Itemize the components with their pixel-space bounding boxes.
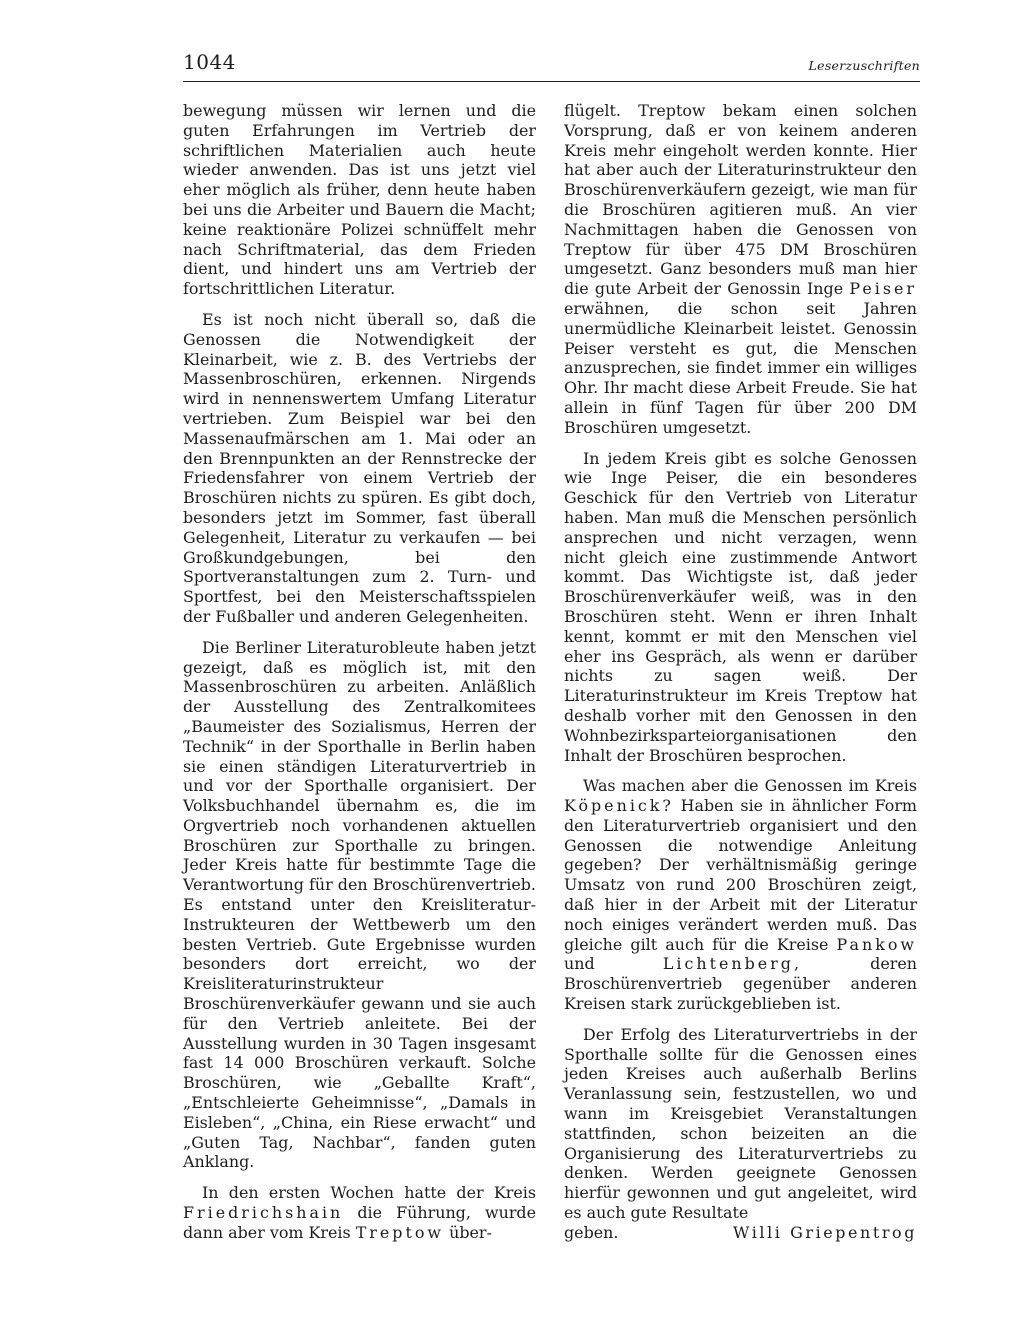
paragraph: bewegung müssen wir lernen und die guten Erfahrungen im Vertrieb der schriftlichen Materialien auch heute wieder anwenden. Das ist uns jetzt viel eher möglich als früher, denn heute haben bei uns die Arbeiter und Bauern die Macht; keine reaktionäre Polizei schnüffelt mehr nach Schriftmaterial, das dem Frieden dient, und hindert uns am Vertrieb der fortschrittlichen Literatur.	[183, 101, 536, 299]
district-name: Pankow	[836, 934, 917, 954]
text-run: deren Broschürenvertrieb gegenüber anderen Kreisen stark zurückgeblieben ist.	[564, 954, 917, 1014]
text-run: über-	[449, 1222, 492, 1242]
text-run: Was machen aber die Genossen im Kreis	[583, 776, 917, 796]
person-name: Peiser	[849, 279, 917, 299]
district-name: Köpenick?	[564, 796, 674, 816]
paragraph	[564, 776, 917, 1014]
paragraph: Es ist noch nicht überall so, daß die Genossen die Notwendigkeit der Kleinarbeit, wie z. B. des Vertriebs der Massenbroschüren, erkennen. Nirgends wird in nennenswertem Umfang Literatur vertrieben. Zum Beispiel war bei den Massenaufmärschen am 1. Mai oder an den Brennpunkten an der Rennstrecke der Friedensfahrer von einem Vertrieb der Broschüren nichts zu spüren. Es gibt doch, besonders jetzt im Sommer, fast überall Gelegenheit, Literatur zu verkaufen — bei Großkundgebungen, bei den Sportveranstaltungen zum 2. Turn- und Sportfest, bei den Meisterschaftsspielen der Fußballer und anderen Gelegenheiten.	[183, 309, 536, 626]
left-column	[183, 101, 536, 1243]
paragraph	[564, 101, 917, 438]
text-run: und	[564, 954, 595, 974]
district-name: Treptow	[355, 1222, 445, 1242]
paragraph	[564, 1025, 917, 1223]
text-run: Haben sie in ähnlicher Form den Literaturvertrieb organisiert und den Genossen die notwendige Anleitung gegeben? Der verhältnismäßig geringe Umsatz von rund 200 Broschüren zeigt, daß hier in der Arbeit mit der Literatur noch einiges verändert werden muß. Das gleiche gilt auch für die Kreise	[564, 796, 917, 954]
header-rule	[183, 81, 920, 82]
paragraph	[183, 1183, 536, 1242]
text-run: die Führung, wurde dann aber vom Kreis	[183, 1203, 536, 1242]
text-run: erwähnen, die schon seit Jahren unermüdliche Kleinarbeit leistet. Genossin Peiser versteht es gut, die Menschen anzusprechen, sie findet immer ein williges Ohr. Ihr macht diese Arbeit Freude. Sie hat allein in fünf Tagen für über 200 DM Broschüren umgesetzt.	[564, 298, 917, 437]
paragraph: In jedem Kreis gibt es solche Genossen wie Inge Peiser, die ein besonderes Geschick für den Vertrieb von Literatur haben. Man muß die Menschen persönlich ansprechen und nicht verzagen, wenn nicht gleich eine zustimmende Antwort kommt. Das Wichtigste ist, daß jeder Broschürenverkäufer weiß, was in den Broschüren steht. Wenn er ihren Inhalt kennt, kommt er mit den Menschen viel eher ins Gespräch, als wenn er darüber nichts zu sagen weiß. Der Literaturinstrukteur im Kreis Treptow hat deshalb vorher mit den Genossen in den Wohnbezirksparteiorganisationen den Inhalt der Broschüren besprochen.	[564, 448, 917, 765]
text-run: In den ersten Wochen hatte der Kreis	[202, 1183, 536, 1203]
paragraph: Die Berliner Literaturobleute haben jetzt gezeigt, daß es möglich ist, mit den Massenbroschüren zu arbeiten. Anläßlich der Ausstellung des Zentralkomitees „Baumeister des Sozialismus, Herren der Technik“ in der Sporthalle in Berlin haben sie einen ständigen Literaturvertrieb in und vor der Sporthalle organisiert. Der Volksbuchhandel übernahm es, die im Orgvertrieb noch vorhandenen aktuellen Broschüren zur Sporthalle zu bringen. Jeder Kreis hatte für bestimmte Tage die Verantwortung für den Broschürenvertrieb. Es entstand unter den Kreisliteratur-Instrukteuren der Wettbewerb um den besten Vertrieb. Gute Ergebnisse wurden besonders dort erreicht, wo der Kreisliteraturinstrukteur Broschürenverkäufer gewann und sie auch für den Vertrieb anleitete. Bei der Ausstellung wurden in 30 Tagen insgesamt fast 14 000 Broschüren verkauft. Solche Broschüren, wie „Geballte Kraft“, „Entschleierte Geheimnisse“, „Damals in Eisleben“, „China, ein Riese erwacht“ und „Guten Tag, Nachbar“, fanden guten Anklang.	[183, 637, 536, 1172]
district-name: Lichtenberg,	[662, 954, 803, 974]
right-column	[564, 101, 917, 1243]
running-head: Leserzuschriften	[808, 58, 920, 73]
text-run: geben.	[564, 1222, 619, 1242]
text-run: Der Erfolg des Literaturvertriebs in der Sporthalle sollte für die Genossen eines jeden Kreises auch außerhalb Berlins Veranlassung sein, festzustellen, wo und wann im Kreisgebiet Veranstaltungen stattfinden, schon beizeiten an die Organisierung des Literaturvertriebs zu denken. Werden geeignete Genossen hierfür gewonnen und gut angeleitet, wird es auch gute Resultate	[564, 1024, 917, 1223]
author-signature: Willi Griepentrog	[733, 1222, 917, 1242]
page-number: 1044	[183, 50, 236, 74]
district-name: Friedrichshain	[183, 1203, 344, 1223]
signature-line	[564, 1223, 917, 1243]
text-run: flügelt. Treptow bekam einen solchen Vorsprung, daß er von keinem anderen Kreis mehr eingeholt werden konnte. Hier hat aber auch der Literaturinstrukteur den Broschürenverkäufern gezeigt, wie man für die Broschüren agitieren muß. An vier Nachmittagen haben die Genossen von Treptow für über 475 DM Broschüren umgesetzt. Ganz besonders muß man hier die gute Arbeit der Genossin Inge	[564, 101, 917, 299]
